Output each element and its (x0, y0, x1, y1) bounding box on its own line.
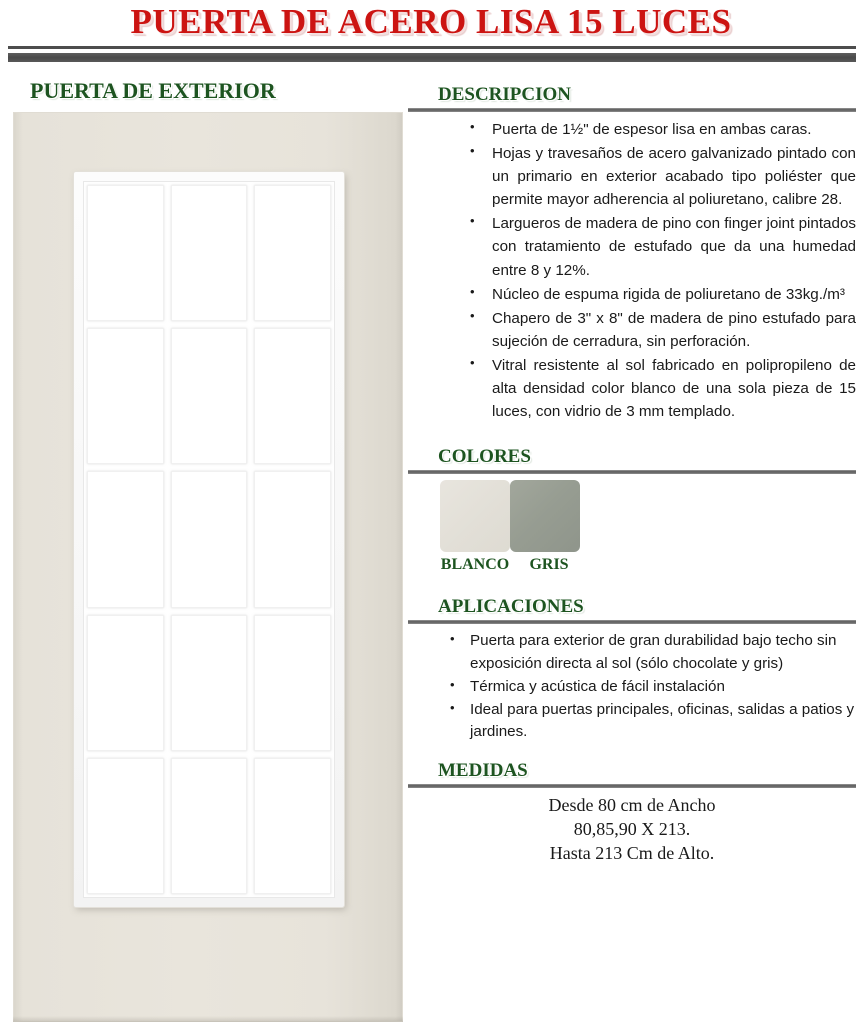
glass-pane (171, 615, 248, 751)
section-heading-colores: COLORES (438, 446, 531, 468)
section-rule-medidas (408, 784, 856, 788)
left-column-heading: PUERTA DE EXTERIOR (30, 78, 276, 103)
door-glass-frame (74, 172, 344, 907)
glass-pane (171, 471, 248, 607)
glass-pane (171, 185, 248, 321)
descripcion-item-text: • Vitral resistente al sol fabricado en polipropileno de alta densidad color blanco de una sola pieza de 15 luces, con vidrio de 3 mm templado. (492, 356, 856, 421)
medidas-line: Hasta 213 Cm de Alto. (549, 843, 715, 864)
glass-pane (254, 471, 331, 607)
descripcion-item-text: • Hojas y travesaños de acero galvanizado pintado con un primario en exterior acabado tipo poliéster que permite mayor adherencia al poliuretano, calibre 28. (492, 145, 856, 209)
glass-pane (254, 185, 331, 321)
list-item: • Ideal para puertas principales, oficinas, salidas a patios y jardines. (408, 699, 856, 745)
aplicaciones-list (408, 630, 856, 744)
specifications-column (408, 84, 856, 866)
glass-pane (171, 758, 248, 894)
list-item: • Puerta para exterior de gran durabilidad bajo techo sin exposición directa al sol (sólo chocolate y gris) (408, 630, 856, 676)
color-swatch-row (440, 480, 856, 552)
header-rule-thick (8, 53, 856, 62)
section-heading-medidas: MEDIDAS (438, 760, 528, 782)
descripcion-list (408, 118, 856, 423)
header-rule-thin (8, 46, 856, 49)
list-item (408, 307, 856, 353)
color-label-blanco: BLANCO (440, 556, 510, 574)
glass-pane (254, 758, 331, 894)
descripcion-item-text: • Chapero de 3" x 8" de madera de pino estufado para sujeción de cerradura, sin perforación. (492, 309, 856, 350)
glass-pane (254, 328, 331, 464)
medidas-line: 80,85,90 X 213. (573, 819, 691, 840)
door-product-photo (13, 112, 403, 1022)
glass-pane (87, 615, 164, 751)
color-swatch-blanco (440, 480, 510, 552)
list-item (408, 354, 856, 423)
page-title: PUERTA DE ACERO LISA 15 LUCES (130, 2, 732, 41)
glass-pane (87, 328, 164, 464)
section-rule-descripcion (408, 108, 856, 112)
medidas-line: Desde 80 cm de Ancho (548, 795, 716, 816)
glass-pane (254, 615, 331, 751)
medidas-lines (408, 794, 856, 866)
color-swatch-labels (440, 556, 856, 574)
glass-pane (87, 758, 164, 894)
descripcion-item-text: • Núcleo de espuma rigida de poliuretano de 33kg./m³ (492, 285, 845, 303)
descripcion-item-text: • Largueros de madera de pino con finger joint pintados con tratamiento de estufado que da una humedad entre 8 y 12%. (492, 215, 856, 279)
door-pane-grid (83, 181, 335, 898)
list-item (408, 212, 856, 281)
glass-pane (87, 185, 164, 321)
color-swatch-gris (510, 480, 580, 552)
section-heading-descripcion: DESCRIPCION (438, 84, 572, 105)
descripcion-item-text: • Puerta de 1½" de espesor lisa en ambas caras. (492, 121, 812, 138)
glass-pane (171, 328, 248, 464)
list-item (408, 118, 856, 141)
list-item (408, 283, 856, 306)
section-heading-aplicaciones: APLICACIONES (438, 596, 584, 618)
list-item: • Térmica y acústica de fácil instalación (408, 676, 856, 699)
glass-pane (87, 471, 164, 607)
section-rule-aplicaciones (408, 620, 856, 624)
color-label-gris: GRIS (529, 556, 569, 574)
list-item (408, 142, 856, 211)
section-rule-colores (408, 470, 856, 474)
